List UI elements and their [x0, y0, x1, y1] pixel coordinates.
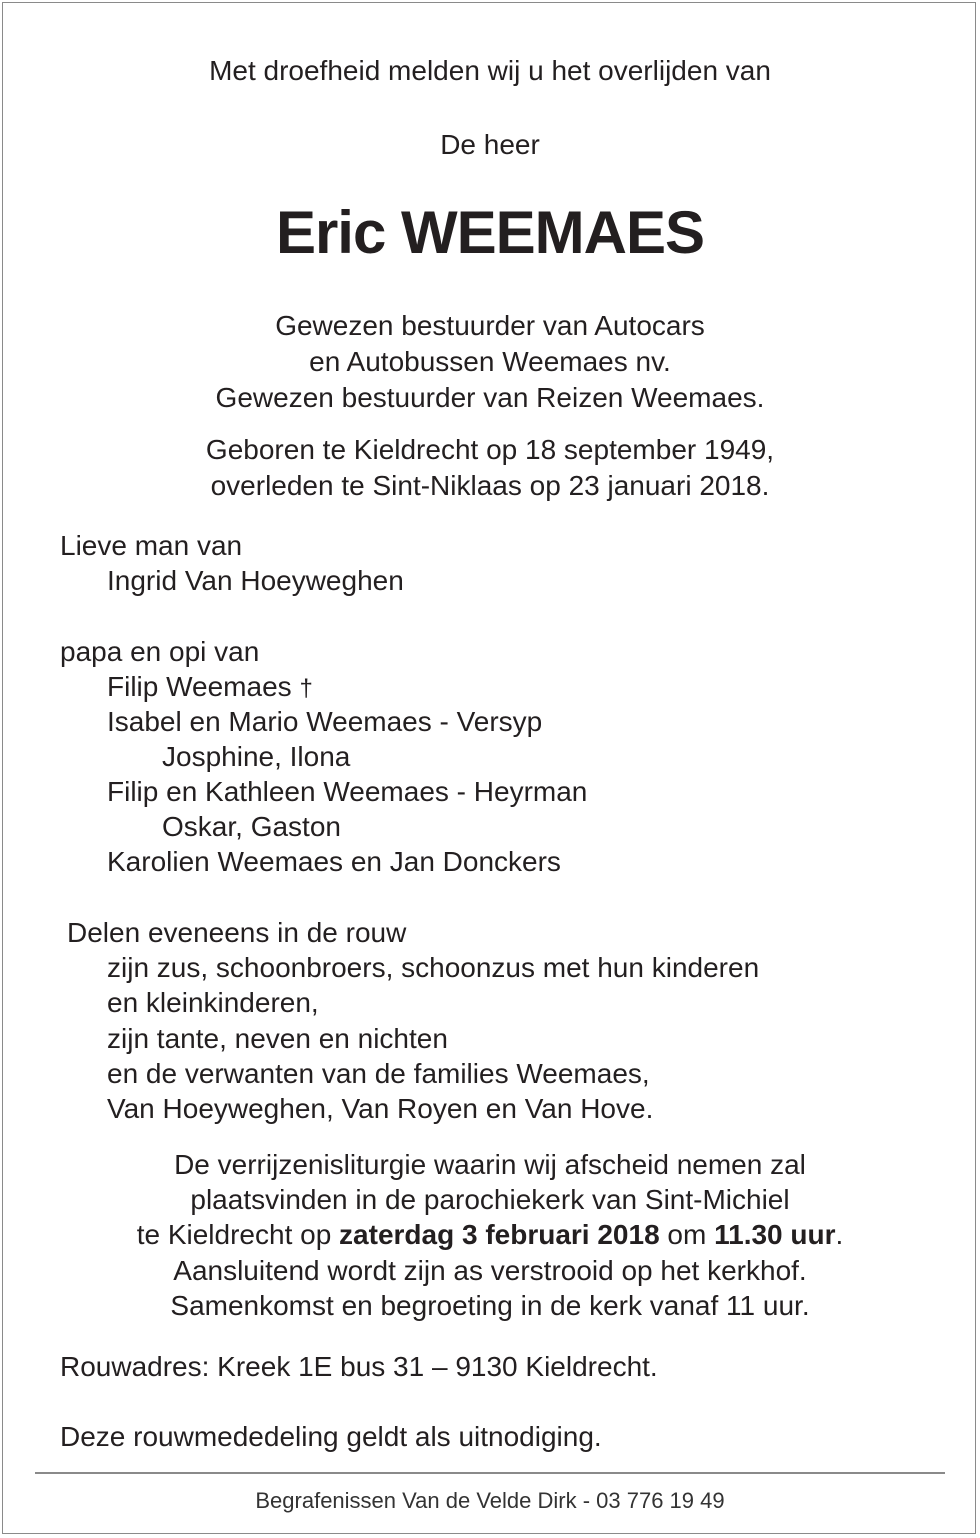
ceremony-date: zaterdag 3 februari 2018 [339, 1219, 660, 1250]
mourning-address: Rouwadres: Kreek 1E bus 31 – 9130 Kieldrecht. [60, 1351, 658, 1382]
role-line: Gewezen bestuurder van Autocars [275, 310, 705, 341]
invitation-note: Deze rouwmededeling geldt als uitnodiging. [60, 1421, 602, 1452]
footer-divider [35, 1472, 945, 1474]
mourners-line: zijn zus, schoonbroers, schoonzus met hun kinderen [107, 952, 760, 983]
family-member-name: Filip Weemaes [107, 671, 292, 702]
funeral-home-footer: Begrafenissen Van de Velde Dirk - 03 776 19 49 [255, 1488, 725, 1513]
role-line: en Autobussen Weemaes nv. [309, 346, 671, 377]
death-line: overleden te Sint-Niklaas op 23 januari 2018. [210, 470, 770, 501]
mourners-line: zijn tante, neven en nichten [107, 1023, 448, 1054]
role-line: Gewezen bestuurder van Reizen Weemaes. [215, 382, 765, 413]
family-member: Filip en Kathleen Weemaes - Heyrman [107, 776, 588, 807]
ceremony-text: te Kieldrecht op [136, 1219, 340, 1250]
mourners-line: Van Hoeyweghen, Van Royen en Van Hove. [107, 1093, 654, 1124]
ceremony-datetime-line [0, 1218, 980, 1252]
salutation: De heer [440, 129, 540, 160]
deceased-name: Eric WEEMAES [275, 199, 705, 266]
mourners-line: en de verwanten van de families Weemaes, [107, 1058, 650, 1089]
spouse-heading: Lieve man van [60, 530, 243, 561]
mourners-heading: Delen eveneens in de rouw [67, 917, 407, 948]
ceremony-line: Samenkomst en begroeting in de kerk vanaf 11 uur. [170, 1290, 810, 1321]
family-member: Karolien Weemaes en Jan Donckers [107, 846, 561, 877]
ceremony-line: plaatsvinden in de parochiekerk van Sint-Michiel [190, 1184, 790, 1215]
grandchildren: Josphine, Ilona [162, 741, 351, 772]
intro-text: Met droefheid melden wij u het overlijden van [209, 55, 771, 86]
ceremony-line: De verrijzenisliturgie waarin wij afscheid nemen zal [174, 1149, 806, 1180]
ceremony-text: om [659, 1219, 715, 1250]
family-member: Isabel en Mario Weemaes - Versyp [107, 706, 543, 737]
grandchildren: Oskar, Gaston [162, 811, 341, 842]
ceremony-time: 11.30 uur [714, 1219, 836, 1250]
birth-line: Geboren te Kieldrecht op 18 september 1949, [205, 434, 775, 465]
ceremony-text: . [835, 1219, 844, 1250]
cross-icon: † [299, 675, 313, 702]
ceremony-line: Aansluitend wordt zijn as verstrooid op het kerkhof. [173, 1255, 807, 1286]
spouse-name: Ingrid Van Hoeyweghen [107, 565, 404, 596]
mourners-line: en kleinkinderen, [107, 987, 319, 1018]
family-member [107, 670, 313, 706]
family-heading: papa en opi van [60, 636, 260, 667]
